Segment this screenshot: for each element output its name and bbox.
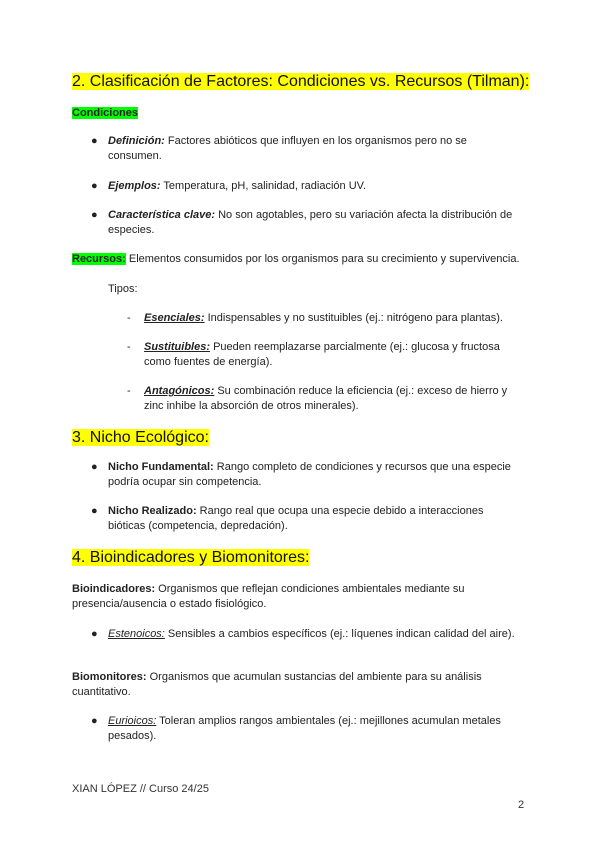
footer-author: XIAN LÓPEZ // Curso 24/25 [72, 783, 209, 795]
section-2-heading: 2. Clasificación de Factores: Condiciones vs. Recursos (Tilman): [72, 73, 530, 90]
bullet-marker: ● [91, 505, 98, 517]
page-number: 2 [518, 799, 525, 811]
bullet-marker: ● [91, 628, 98, 640]
dash-marker: - [127, 341, 131, 353]
tipo-esenciales: Esenciales: Indispensables y no sustituibles (ej.: nitrógeno para plantas). [144, 312, 503, 324]
bullet-caracteristica: Característica clave: No son agotables, pero su variación afecta la distribución de [108, 209, 513, 221]
bioindicadores-paragraph: Bioindicadores: Organismos que reflejan condiciones ambientales mediante su [72, 583, 465, 595]
dash-marker: - [127, 312, 131, 324]
section-3-heading: 3. Nicho Ecológico: [72, 429, 209, 446]
tipo-sustituibles-cont: como fuentes de energía). [144, 356, 273, 368]
bullet-definicion-cont: consumen. [108, 150, 162, 162]
bullet-eurioicos-cont: pesados). [108, 730, 157, 742]
tipo-antagonicos: Antagónicos: Su combinación reduce la eficiencia (ej.: exceso de hierro y [144, 385, 508, 397]
biomonitores-cont: cuantitativo. [72, 686, 131, 698]
tipos-label: Tipos: [108, 283, 138, 295]
bullet-caracteristica-cont: especies. [108, 224, 155, 236]
bullet-nicho-realizado: Nicho Realizado: Rango real que ocupa una especie debido a interacciones [108, 505, 484, 517]
tipo-antagonicos-cont: zinc inhibe la absorción de otros minerales). [144, 400, 359, 412]
condiciones-label: Condiciones [72, 107, 139, 119]
dash-marker: - [127, 385, 131, 397]
bullet-nicho-fundamental: Nicho Fundamental: Rango completo de condiciones y recursos que una especie [108, 461, 511, 473]
bioindicadores-cont: presencia/ausencia o estado fisiológico. [72, 598, 267, 610]
bullet-marker: ● [91, 209, 98, 221]
bullet-marker: ● [91, 715, 98, 727]
bullet-eurioicos: Eurioicos: Toleran amplios rangos ambientales (ej.: mejillones acumulan metales [108, 715, 501, 727]
bullet-estenoicos: Estenoicos: Sensibles a cambios específicos (ej.: líquenes indican calidad del aire). [108, 628, 515, 640]
bullet-marker: ● [91, 461, 98, 473]
bullet-definicion: Definición: Factores abióticos que influyen en los organismos pero no se [108, 135, 467, 147]
section-4-heading: 4. Bioindicadores y Biomonitores: [72, 549, 310, 566]
biomonitores-paragraph: Biomonitores: Organismos que acumulan sustancias del ambiente para su análisis [72, 671, 482, 683]
tipo-sustituibles: Sustituibles: Pueden reemplazarse parcialmente (ej.: glucosa y fructosa [144, 341, 500, 353]
recursos-paragraph: Recursos: Elementos consumidos por los organismos para su crecimiento y supervivencia. [72, 253, 520, 265]
bullet-marker: ● [91, 135, 98, 147]
bullet-nicho-realizado-cont: bióticas (competencia, depredación). [108, 520, 288, 532]
bullet-nicho-fundamental-cont: podría ocupar sin competencia. [108, 476, 262, 488]
bullet-ejemplos: Ejemplos: Temperatura, pH, salinidad, radiación UV. [108, 180, 367, 192]
bullet-marker: ● [91, 180, 98, 192]
